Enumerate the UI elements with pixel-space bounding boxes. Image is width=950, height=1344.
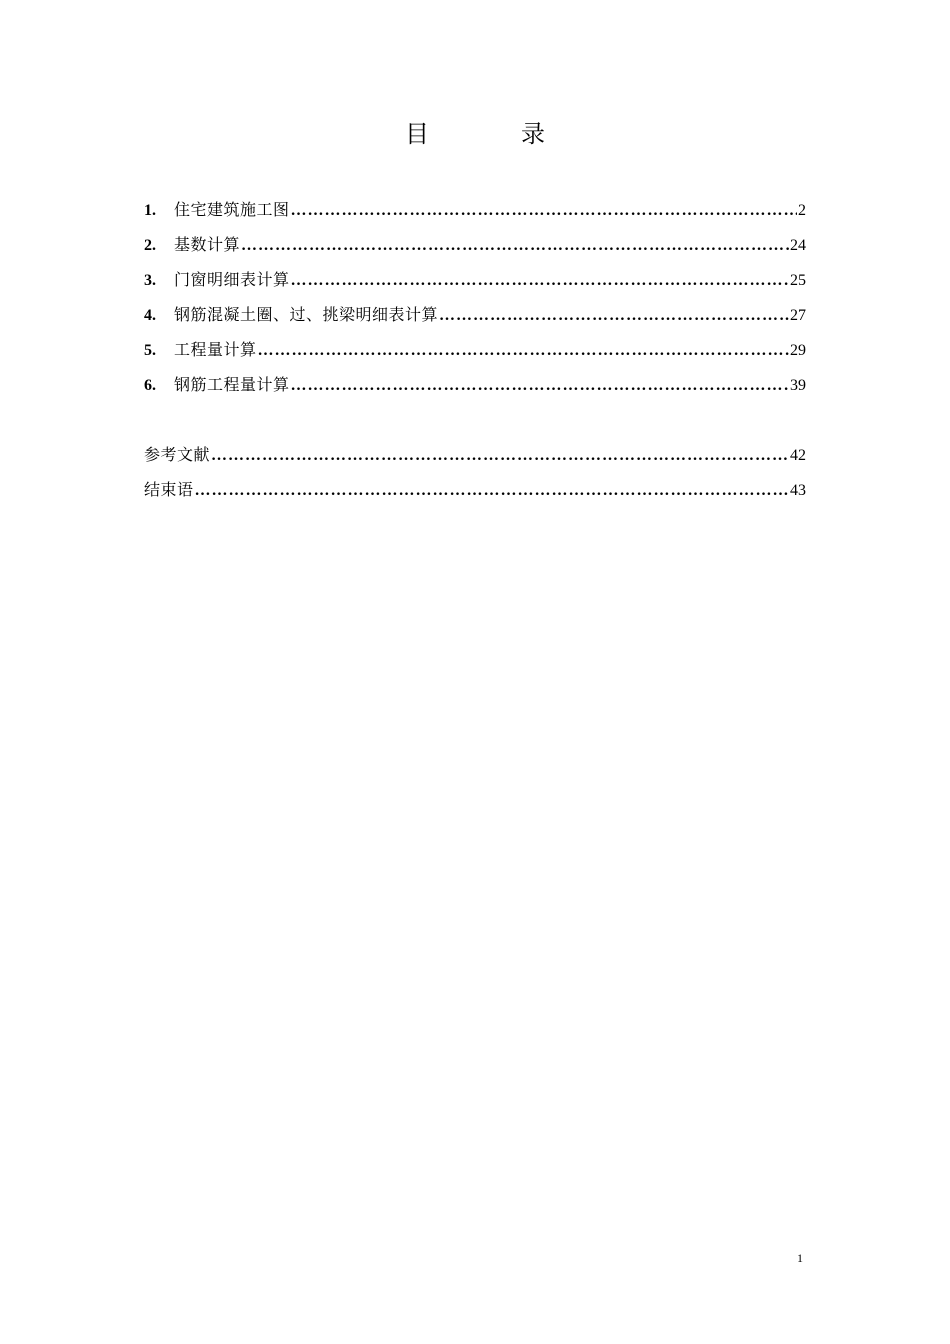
toc-leader-dots [291, 269, 789, 293]
toc-item-label: 住宅建筑施工图 [174, 200, 290, 219]
toc-item-number: 1. [144, 202, 156, 219]
toc-leader-dots [195, 479, 789, 503]
toc-item-5[interactable] [144, 338, 806, 373]
toc-leader-dots [291, 199, 797, 223]
toc-item-label: 门窗明细表计算 [174, 270, 290, 289]
toc-item-number: 5. [144, 342, 156, 359]
toc-leader-dots [439, 304, 789, 328]
toc-item-4[interactable] [144, 303, 806, 338]
table-of-contents [144, 198, 806, 408]
toc-item-2[interactable] [144, 233, 806, 268]
toc-leader-dots [258, 339, 789, 363]
toc-item-number: 3. [144, 272, 156, 289]
toc-item-label: 参考文献 [144, 445, 211, 464]
toc-item-label: 结束语 [144, 480, 194, 499]
toc-item-references[interactable] [144, 443, 806, 478]
toc-item-page: 42 [790, 447, 806, 464]
toc-item-6[interactable] [144, 373, 806, 408]
toc-item-label: 钢筋工程量计算 [174, 375, 290, 394]
page-title: 目 录 [405, 120, 579, 148]
footer-page-number: 1 [797, 1251, 803, 1265]
toc-item-page: 39 [790, 377, 806, 394]
toc-item-number: 6. [144, 377, 156, 394]
toc-item-page: 29 [790, 342, 806, 359]
toc-item-page: 2 [798, 202, 806, 219]
toc-leader-dots [241, 234, 789, 258]
toc-item-page: 25 [790, 272, 806, 289]
toc-item-page: 43 [790, 482, 806, 499]
toc-item-number: 4. [144, 307, 156, 324]
toc-item-conclusion[interactable] [144, 478, 806, 513]
toc-item-3[interactable] [144, 268, 806, 303]
toc-leader-dots [211, 444, 789, 468]
toc-leader-dots [291, 374, 789, 398]
table-of-contents-appendix [144, 443, 806, 513]
toc-item-page: 24 [790, 237, 806, 254]
toc-item-page: 27 [790, 307, 806, 324]
toc-item-1[interactable] [144, 198, 806, 233]
toc-item-label: 基数计算 [174, 235, 241, 254]
toc-item-label: 工程量计算 [174, 340, 257, 359]
toc-item-label: 钢筋混凝土圈、过、挑梁明细表计算 [174, 305, 439, 324]
toc-item-number: 2. [144, 237, 156, 254]
